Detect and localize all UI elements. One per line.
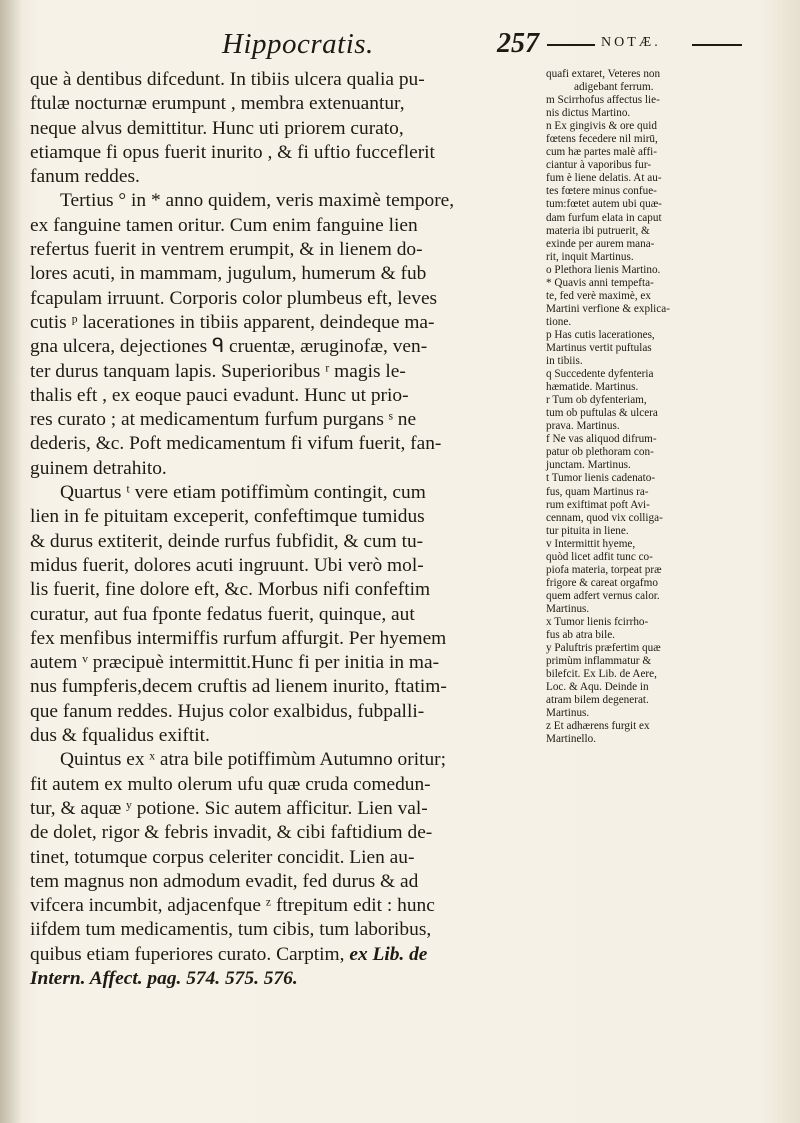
note-line: quafi extaret, Veteres non	[546, 68, 661, 80]
note-line: quem adfert vernus calor.	[546, 589, 660, 602]
note-line: tum ob puftulas & ulcera	[546, 407, 658, 420]
main-line: ftulæ nocturnæ erumpunt , membra extenuantur,	[30, 93, 405, 115]
main-line: tem magnus non admodum evadit, fed durus & ad	[30, 870, 419, 892]
note-line: exinde per aurem mana-	[546, 237, 655, 250]
note-line: nis dictus Martino.	[546, 107, 631, 120]
notes-rule-right	[692, 44, 742, 46]
main-line: que fanum reddes. Hujus color exalbidus, fubpalli-	[30, 700, 425, 722]
note-line: Martinello.	[546, 733, 597, 746]
main-line: midus fuerit, dolores acuti ingruunt. Ubi verò mol-	[30, 554, 424, 576]
main-line: autem ᵛ præcipuè intermittit.Hunc fi per initia in ma-	[30, 652, 440, 674]
main-line: dus & fqualidus exiftit.	[30, 725, 210, 747]
note-line: Martini verfione & explica-	[546, 302, 670, 315]
main-line	[30, 943, 543, 967]
note-line: adigebant ferrum.	[574, 81, 654, 94]
main-line: ex fanguine tamen oritur. Cum enim fanguine lien	[30, 214, 418, 236]
note-line: n Ex gingivis & ore quid	[546, 120, 657, 133]
citation-source: ex Lib. de	[349, 943, 428, 965]
note-line: o Plethora lienis Martino.	[546, 263, 661, 276]
main-line: vifcera incumbit, adjacenfque ᶻ ftrepitum edit : hunc	[30, 895, 435, 917]
note-line: junctam. Martinus.	[546, 459, 631, 472]
note-line: p Has cutis lacerationes,	[546, 328, 655, 341]
main-line: de dolet, rigor & febris invadit, & cibi faftidium de-	[30, 822, 433, 844]
note-line: cum hæ partes malè affi-	[546, 146, 658, 159]
note-line: prava. Martinus.	[546, 420, 620, 433]
note-line: v Intermittit hyeme,	[546, 537, 636, 550]
note-line: Martinus.	[546, 602, 590, 615]
note-line: Loc. & Aqu. Deinde in	[546, 681, 649, 694]
note-line: y Paluftris præfertim quæ	[546, 642, 661, 655]
note-line: primùm inflammatur &	[546, 655, 652, 668]
note-line: m Scirrhofus affectus lie-	[546, 94, 660, 107]
main-line-text: quibus etiam fuperiores curato. Carptim,	[30, 943, 345, 965]
note-line: bilefcit. Ex Lib. de Aere,	[546, 668, 657, 681]
main-line: fex menfibus intermiffis rurfum affurgit. Per hyemem	[30, 627, 447, 649]
notes-rule-left	[547, 44, 595, 46]
main-line: fit autem ex multo olerum ufu quæ cruda comedun-	[30, 773, 431, 795]
main-line: gna ulcera, dejectiones ᑫ cruentæ, æruginofæ, ven-	[30, 336, 428, 358]
note-line: patur ob plethoram con-	[546, 446, 654, 459]
citation-pages: Intern. Affect. pag. 574. 575. 576.	[30, 967, 298, 989]
main-line: lis fuerit, fine dolore eft, &c. Morbus nifi confeftim	[30, 579, 431, 601]
note-line: dam furfum elata in caput	[546, 211, 662, 224]
gutter-shadow	[0, 0, 22, 1123]
note-line: materia ibi putruerit, &	[546, 224, 650, 237]
main-line: lores acuti, in mammam, jugulum, humerum & fub	[30, 263, 427, 285]
note-line: r Tum ob dyfenteriam,	[546, 394, 647, 407]
main-line: lien in fe pituitam exceperit, confeftimque tumidus	[30, 506, 425, 528]
main-line: Quartus ᵗ vere etiam potiffimùm contingit, cum	[60, 482, 426, 504]
main-line: Quintus ex ˣ atra bile potiffimùm Autumno oritur;	[60, 749, 447, 771]
note-line: rum exiftimat poft Avi-	[546, 498, 650, 511]
note-line: tum:fœtet autem ubi quæ-	[546, 198, 662, 211]
note-line: f Ne vas aliquod difrum-	[546, 433, 657, 446]
note-line: t Tumor lienis cadenato-	[546, 472, 656, 485]
main-line: dederis, &c. Poft medicamentum fi vifum fuerit, fan-	[30, 433, 442, 455]
note-line: fus ab atra bile.	[546, 629, 615, 642]
running-head: Hippocratis.	[222, 28, 374, 60]
note-line: * Quavis anni tempefta-	[546, 276, 654, 289]
notes-column	[546, 68, 770, 746]
main-line: guinem detrahito.	[30, 457, 167, 479]
main-line: fcapulam irruunt. Corporis color plumbeus eft, leves	[30, 287, 438, 309]
main-line: ter durus tanquam lapis. Superioribus ʳ magis le-	[30, 360, 406, 382]
main-line: & durus extiterit, deinde rurfus fubfidit, & cum tu-	[30, 530, 424, 552]
note-line: rit, inquit Martinus.	[546, 250, 634, 263]
note-line: tione.	[546, 315, 572, 328]
main-line: que à dentibus difcedunt. In tibiis ulcera qualia pu-	[30, 69, 425, 90]
main-line: cutis ᵖ lacerationes in tibiis apparent, deindeque ma-	[30, 311, 435, 333]
main-line: thalis eft , ex eoque pauci evadunt. Hunc ut prio-	[30, 384, 409, 406]
note-line: te, fed verè maximè, ex	[546, 289, 651, 302]
note-line: tes fœtere minus confue-	[546, 185, 657, 198]
main-line: res curato ; at medicamentum furfum purgans ˢ ne	[30, 409, 417, 431]
page-number: 257	[497, 28, 539, 59]
main-line: curatur, aut fua fponte fedatus fuerit, quinque, aut	[30, 603, 415, 625]
note-line: hæmatide. Martinus.	[546, 381, 639, 394]
main-line: etiamque fi opus fuerit inurito , & fi uftio fucceflerit	[30, 141, 435, 163]
note-line: quòd licet adfit tunc co-	[546, 550, 653, 563]
main-line: fanum reddes.	[30, 166, 140, 188]
main-line: nus fumpferis,decem cruftis ad lienem inurito, ftatim-	[30, 676, 447, 698]
note-line: fœtens fecedere nil mirū,	[546, 133, 658, 146]
note-line: in tibiis.	[546, 355, 583, 368]
note-line: z Et adhærens furgit ex	[546, 720, 650, 733]
note-line: x Tumor lienis fcirrho-	[546, 615, 649, 628]
notes-heading: NOTÆ.	[601, 35, 661, 50]
main-line: tinet, totumque corpus celeriter concidit. Lien au-	[30, 846, 415, 868]
note-line: ciantur à vaporibus fur-	[546, 159, 652, 172]
citation-line	[30, 967, 543, 991]
note-line: cennam, quod vix colliga-	[546, 511, 663, 524]
main-line: tur, & aquæ ʸ potione. Sic autem afficitur. Lien val-	[30, 797, 428, 819]
page-header	[0, 28, 800, 64]
note-line: q Succedente dyfenteria	[546, 368, 654, 381]
note-line: tur pituita in liene.	[546, 524, 629, 537]
main-text-column	[30, 68, 543, 991]
note-line: piofa materia, torpeat præ	[546, 563, 662, 576]
main-line: Tertius ° in * anno quidem, veris maximè tempore,	[60, 190, 455, 212]
main-line: iifdem tum medicamentis, tum cibis, tum laboribus,	[30, 919, 432, 941]
note-line: fum è liene delatis. At au-	[546, 172, 662, 185]
note-line: fus, quam Martinus ra-	[546, 485, 649, 498]
main-line: neque alvus demittitur. Hunc uti priorem curato,	[30, 117, 404, 139]
note-line: atram bilem degenerat.	[546, 694, 649, 707]
note-line: Martinus vertit puftulas	[546, 341, 652, 354]
note-line: Martinus.	[546, 707, 590, 720]
note-line: frigore & careat orgafmo	[546, 576, 658, 589]
main-line: refertus fuerit in ventrem erumpit, & in lienem do-	[30, 239, 423, 261]
